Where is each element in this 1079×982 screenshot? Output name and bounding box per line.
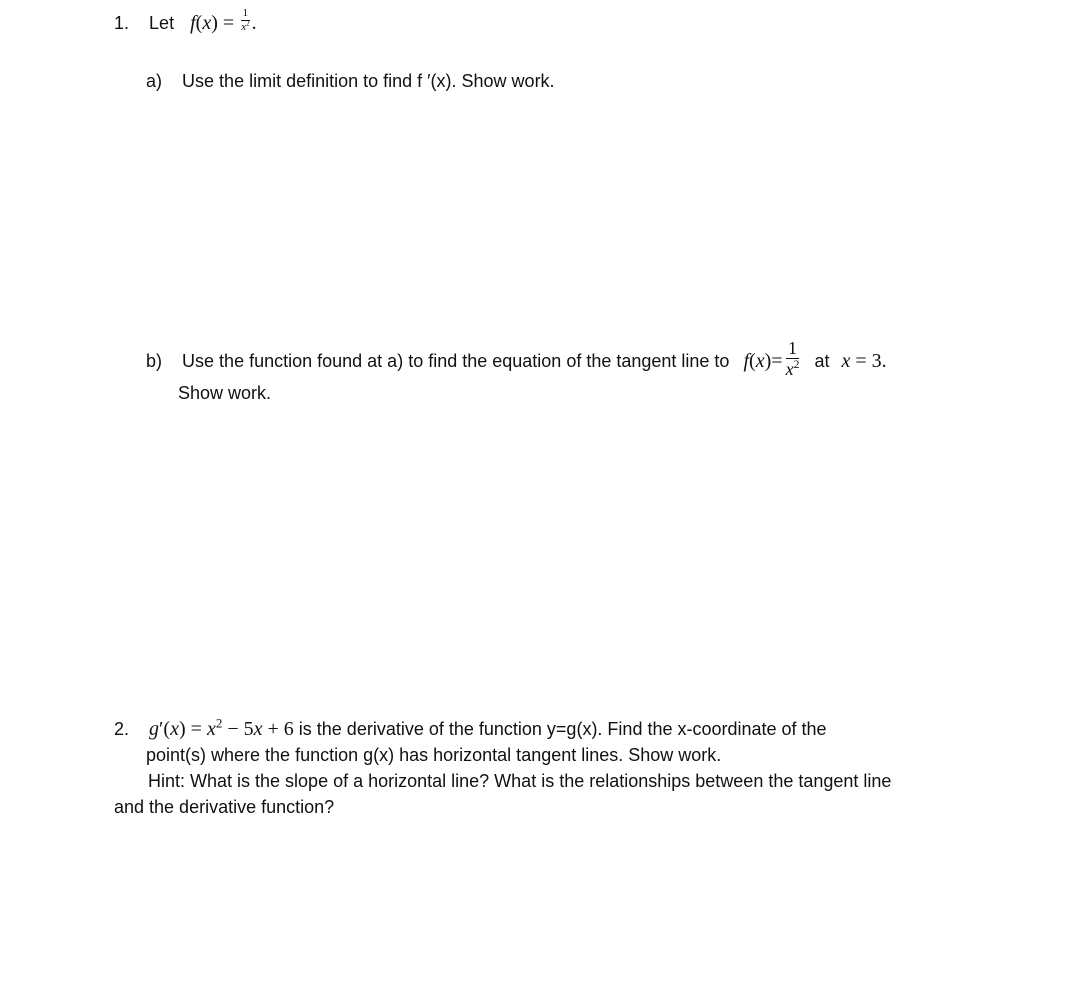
- problem-2-line-1-text: is the derivative of the function y=g(x). Find the x-coordinate of the: [293, 719, 827, 739]
- part-b-point-expression: x = 3.: [841, 350, 887, 373]
- problem-1-function-expression: f(x) = $\frac{1}{x^2}$ .: [190, 7, 257, 35]
- part-b-show-work: Show work.: [178, 383, 272, 403]
- problem-2-hint-line-2: and the derivative function?: [114, 797, 335, 817]
- part-b: [146, 338, 887, 382]
- part-b-at-text: at: [814, 351, 830, 372]
- part-a-label: a): [146, 71, 163, 91]
- part-b-text: Use the function found at a) to find the equation of the tangent line to: [182, 351, 730, 372]
- problem-2-hint-line-1: Hint: What is the slope of a horizontal line? What is the relationships between the tangent line: [148, 771, 892, 791]
- problem-2-derivative-expression: $g'(x) = x^2 - 5x + 6$: [149, 715, 294, 740]
- part-b-label: b): [146, 351, 163, 372]
- problem-2-line-1: [114, 715, 827, 741]
- problem-1-fraction: $\frac{1}{x^2}$: [241, 7, 250, 33]
- problem-2-line-2: point(s) where the function g(x) has horizontal tangent lines. Show work.: [146, 745, 722, 765]
- part-a: [146, 71, 555, 92]
- part-b-fraction: $\frac{1}{x^2}$: [785, 338, 800, 379]
- problem-1-number: 1.: [114, 13, 130, 34]
- part-b-function-expression: f(x)= $\frac{1}{x^2}$: [743, 338, 800, 379]
- problem-1-heading: [114, 7, 257, 37]
- problem-1-intro-text: Let: [149, 13, 175, 34]
- problem-2-number: 2.: [114, 719, 130, 739]
- part-a-text: Use the limit definition to find f ′(x). Show work.: [182, 71, 555, 91]
